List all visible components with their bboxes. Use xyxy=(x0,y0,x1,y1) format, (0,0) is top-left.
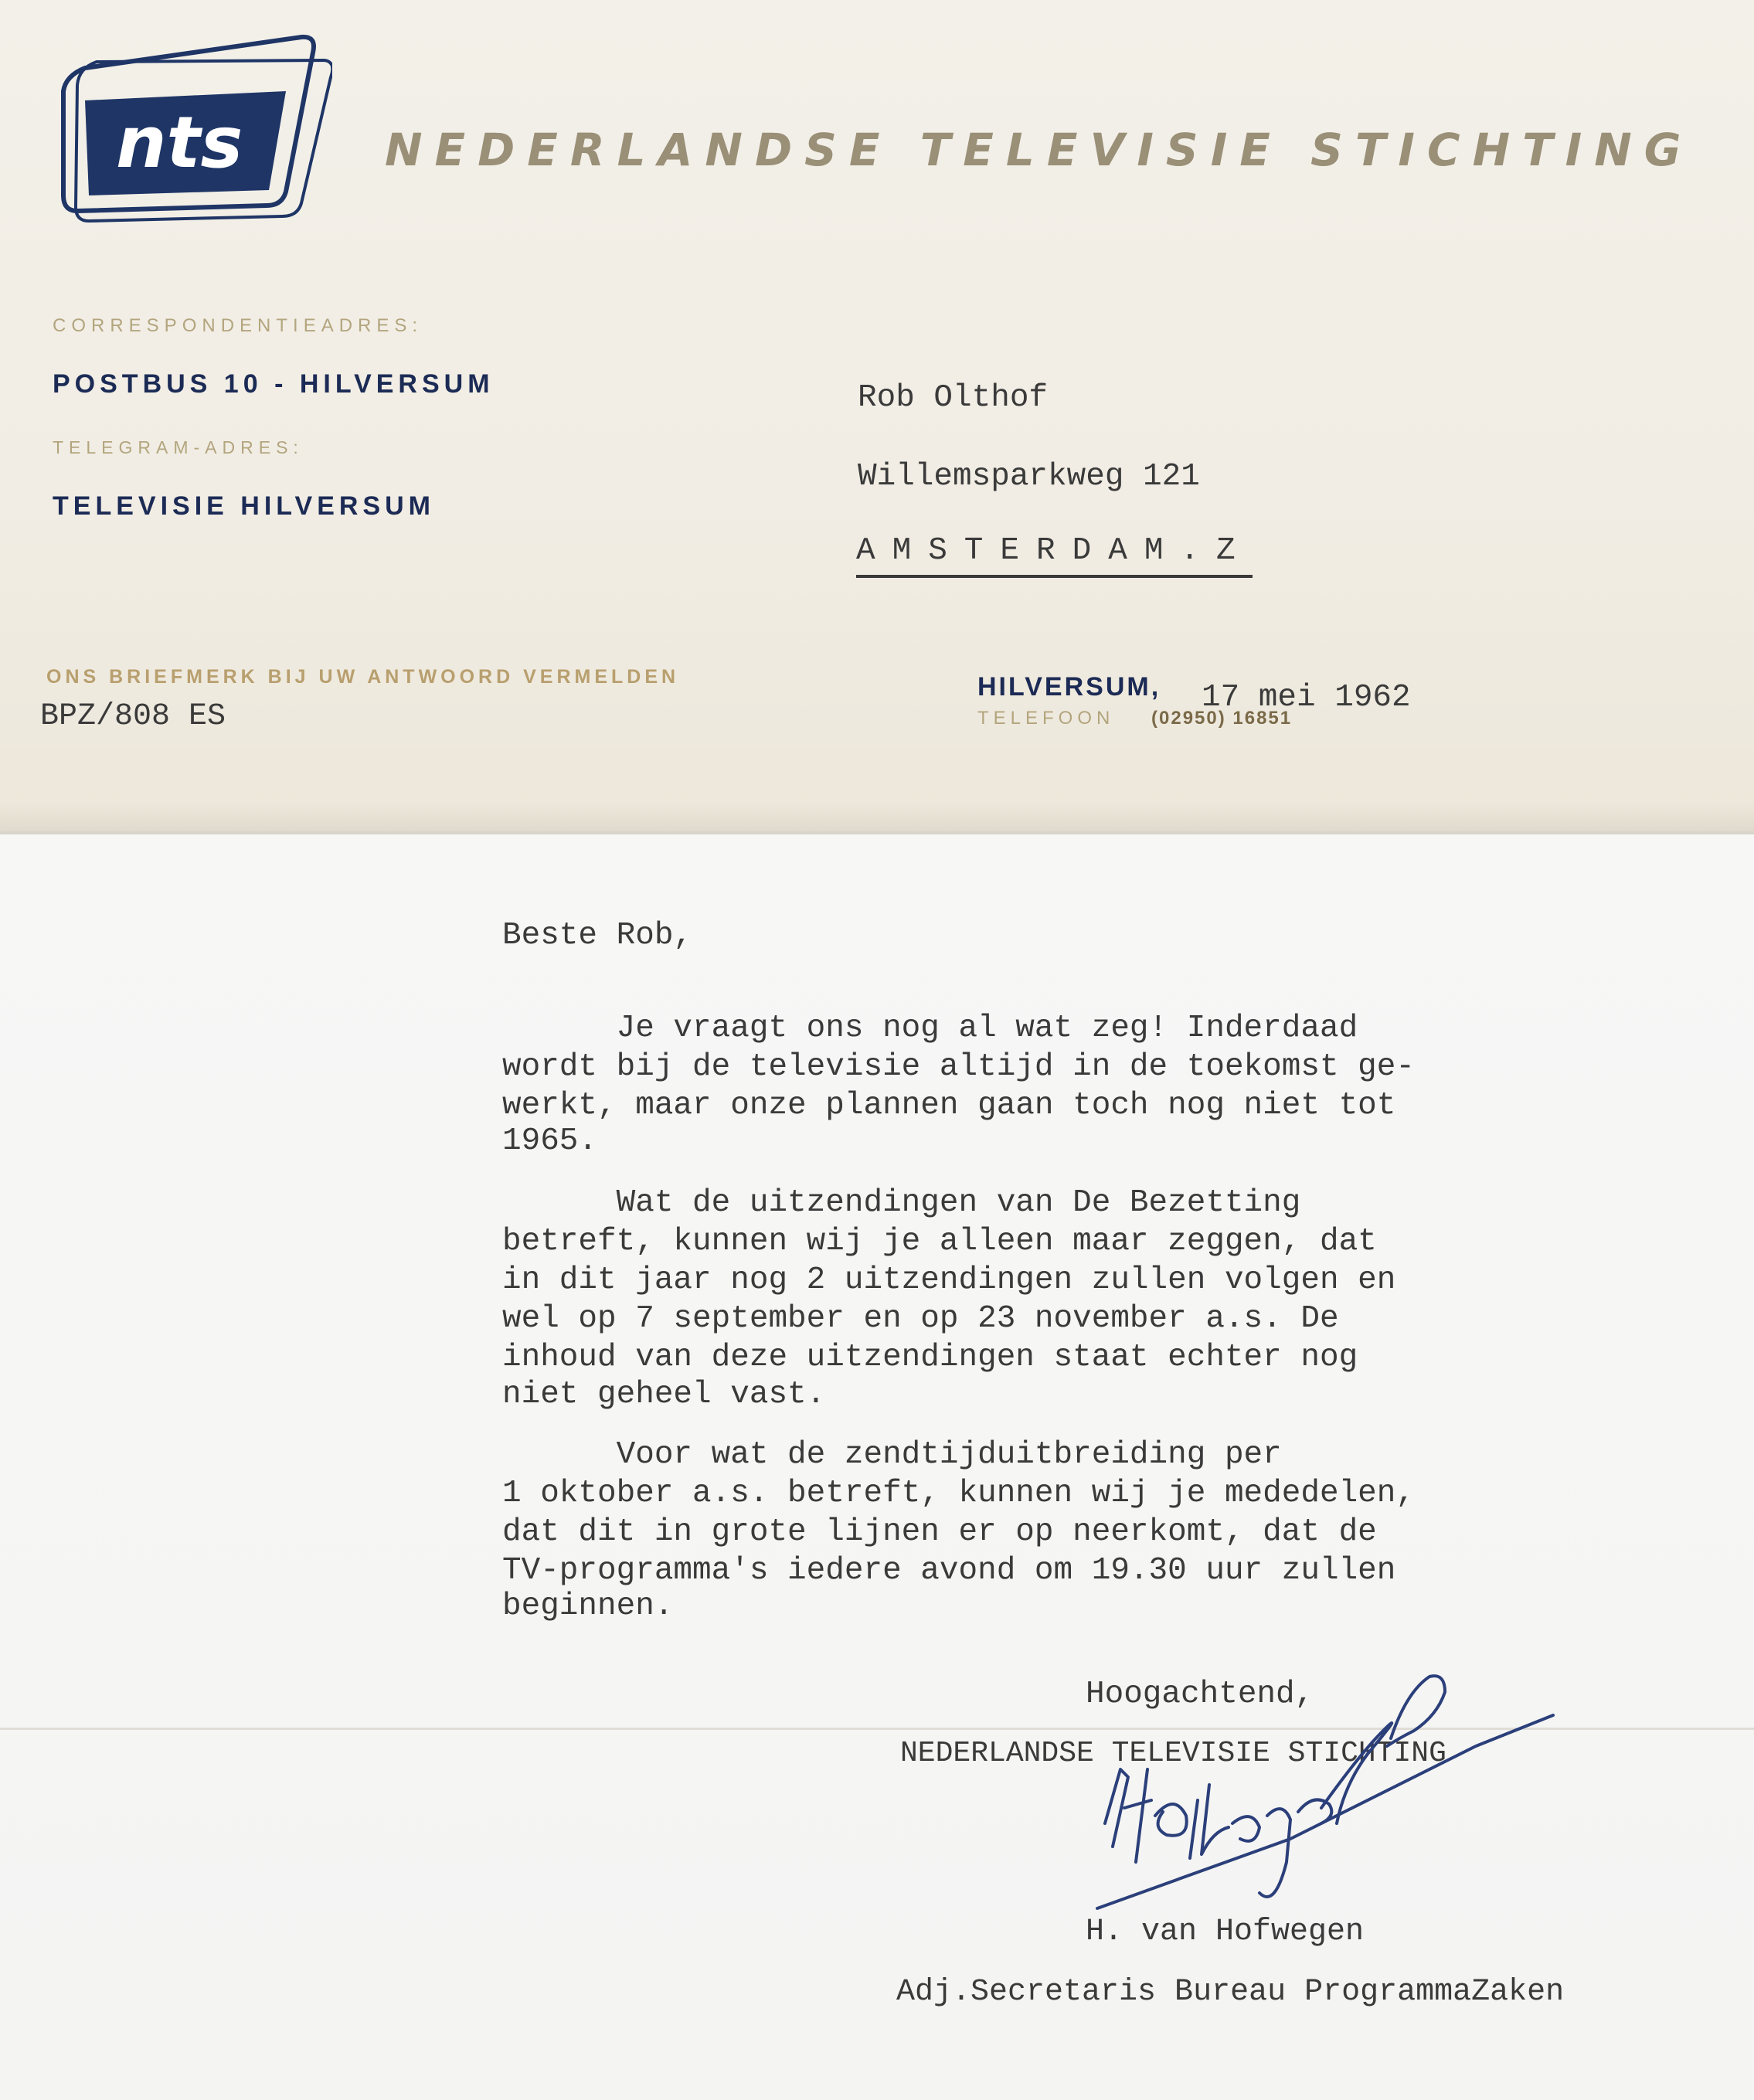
letter-date: 17 mei 1962 xyxy=(1202,680,1411,715)
body-line: 1965. xyxy=(502,1123,598,1159)
reference-code: BPZ/808 ES xyxy=(40,699,226,734)
body-line: dat dit in grote lijnen er op neerkomt, dat de xyxy=(502,1514,1377,1550)
body-line: werkt, maar onze plannen gaan toch nog niet tot xyxy=(502,1088,1396,1123)
body-line: Wat de uitzendingen van De Bezetting xyxy=(502,1185,1301,1221)
recipient-street: Willemsparkweg 121 xyxy=(858,459,1200,494)
fold-line xyxy=(0,831,1754,834)
correspondence-address: POSTBUS 10 - HILVERSUM xyxy=(53,369,495,399)
body-line: inhoud van deze uitzendingen staat echter nog xyxy=(502,1340,1358,1375)
body-line: in dit jaar nog 2 uitzendingen zullen volgen en xyxy=(502,1262,1396,1298)
body-line: betreft, kunnen wij je alleen maar zeggen, dat xyxy=(502,1224,1377,1259)
body-line: TV-programma's iedere avond om 19.30 uur zullen xyxy=(502,1553,1396,1589)
phone-number: (02950) 16851 xyxy=(1151,708,1293,729)
body-line: wordt bij de televisie altijd in de toekomst ge- xyxy=(502,1049,1415,1085)
recipient-name: Rob Olthof xyxy=(858,380,1049,416)
body-line: niet geheel vast. xyxy=(502,1377,826,1412)
body-line: Je vraagt ons nog al wat zeg! Inderdaad xyxy=(502,1011,1358,1046)
recipient-city: AMSTERDAM.Z xyxy=(856,533,1253,578)
body-line: 1 oktober a.s. betreft, kunnen wij je mededelen, xyxy=(502,1476,1415,1511)
signature xyxy=(1074,1661,1576,1939)
correspondence-label: CORRESPONDENTIEADRES: xyxy=(53,315,423,336)
body-line: Voor wat de zendtijduitbreiding per xyxy=(502,1437,1282,1473)
salutation: Beste Rob, xyxy=(502,918,693,953)
reference-instruction: ONS BRIEFMERK BIJ UW ANTWOORD VERMELDEN xyxy=(46,666,680,688)
body-line: beginnen. xyxy=(502,1589,674,1624)
phone-label: TELEFOON xyxy=(977,708,1115,729)
signer-title: Adj.Secretaris Bureau ProgrammaZaken xyxy=(896,1975,1565,2010)
place: HILVERSUM, xyxy=(977,672,1161,702)
logo-text: nts xyxy=(116,101,243,184)
organization-name: NEDERLANDSE TELEVISIE STICHTING xyxy=(385,124,1694,176)
nts-logo xyxy=(54,14,332,223)
closing-organization: NEDERLANDSE TELEVISIE STICHTING xyxy=(900,1737,1446,1770)
telegram-address: TELEVISIE HILVERSUM xyxy=(53,491,435,521)
closing-greeting: Hoogachtend, xyxy=(1086,1677,1314,1712)
signer-name: H. van Hofwegen xyxy=(1086,1915,1365,1949)
fold-shadow xyxy=(0,804,1754,834)
body-line: wel op 7 september en op 23 november a.s. De xyxy=(502,1301,1339,1337)
telegram-label: TELEGRAM-ADRES: xyxy=(53,437,304,457)
